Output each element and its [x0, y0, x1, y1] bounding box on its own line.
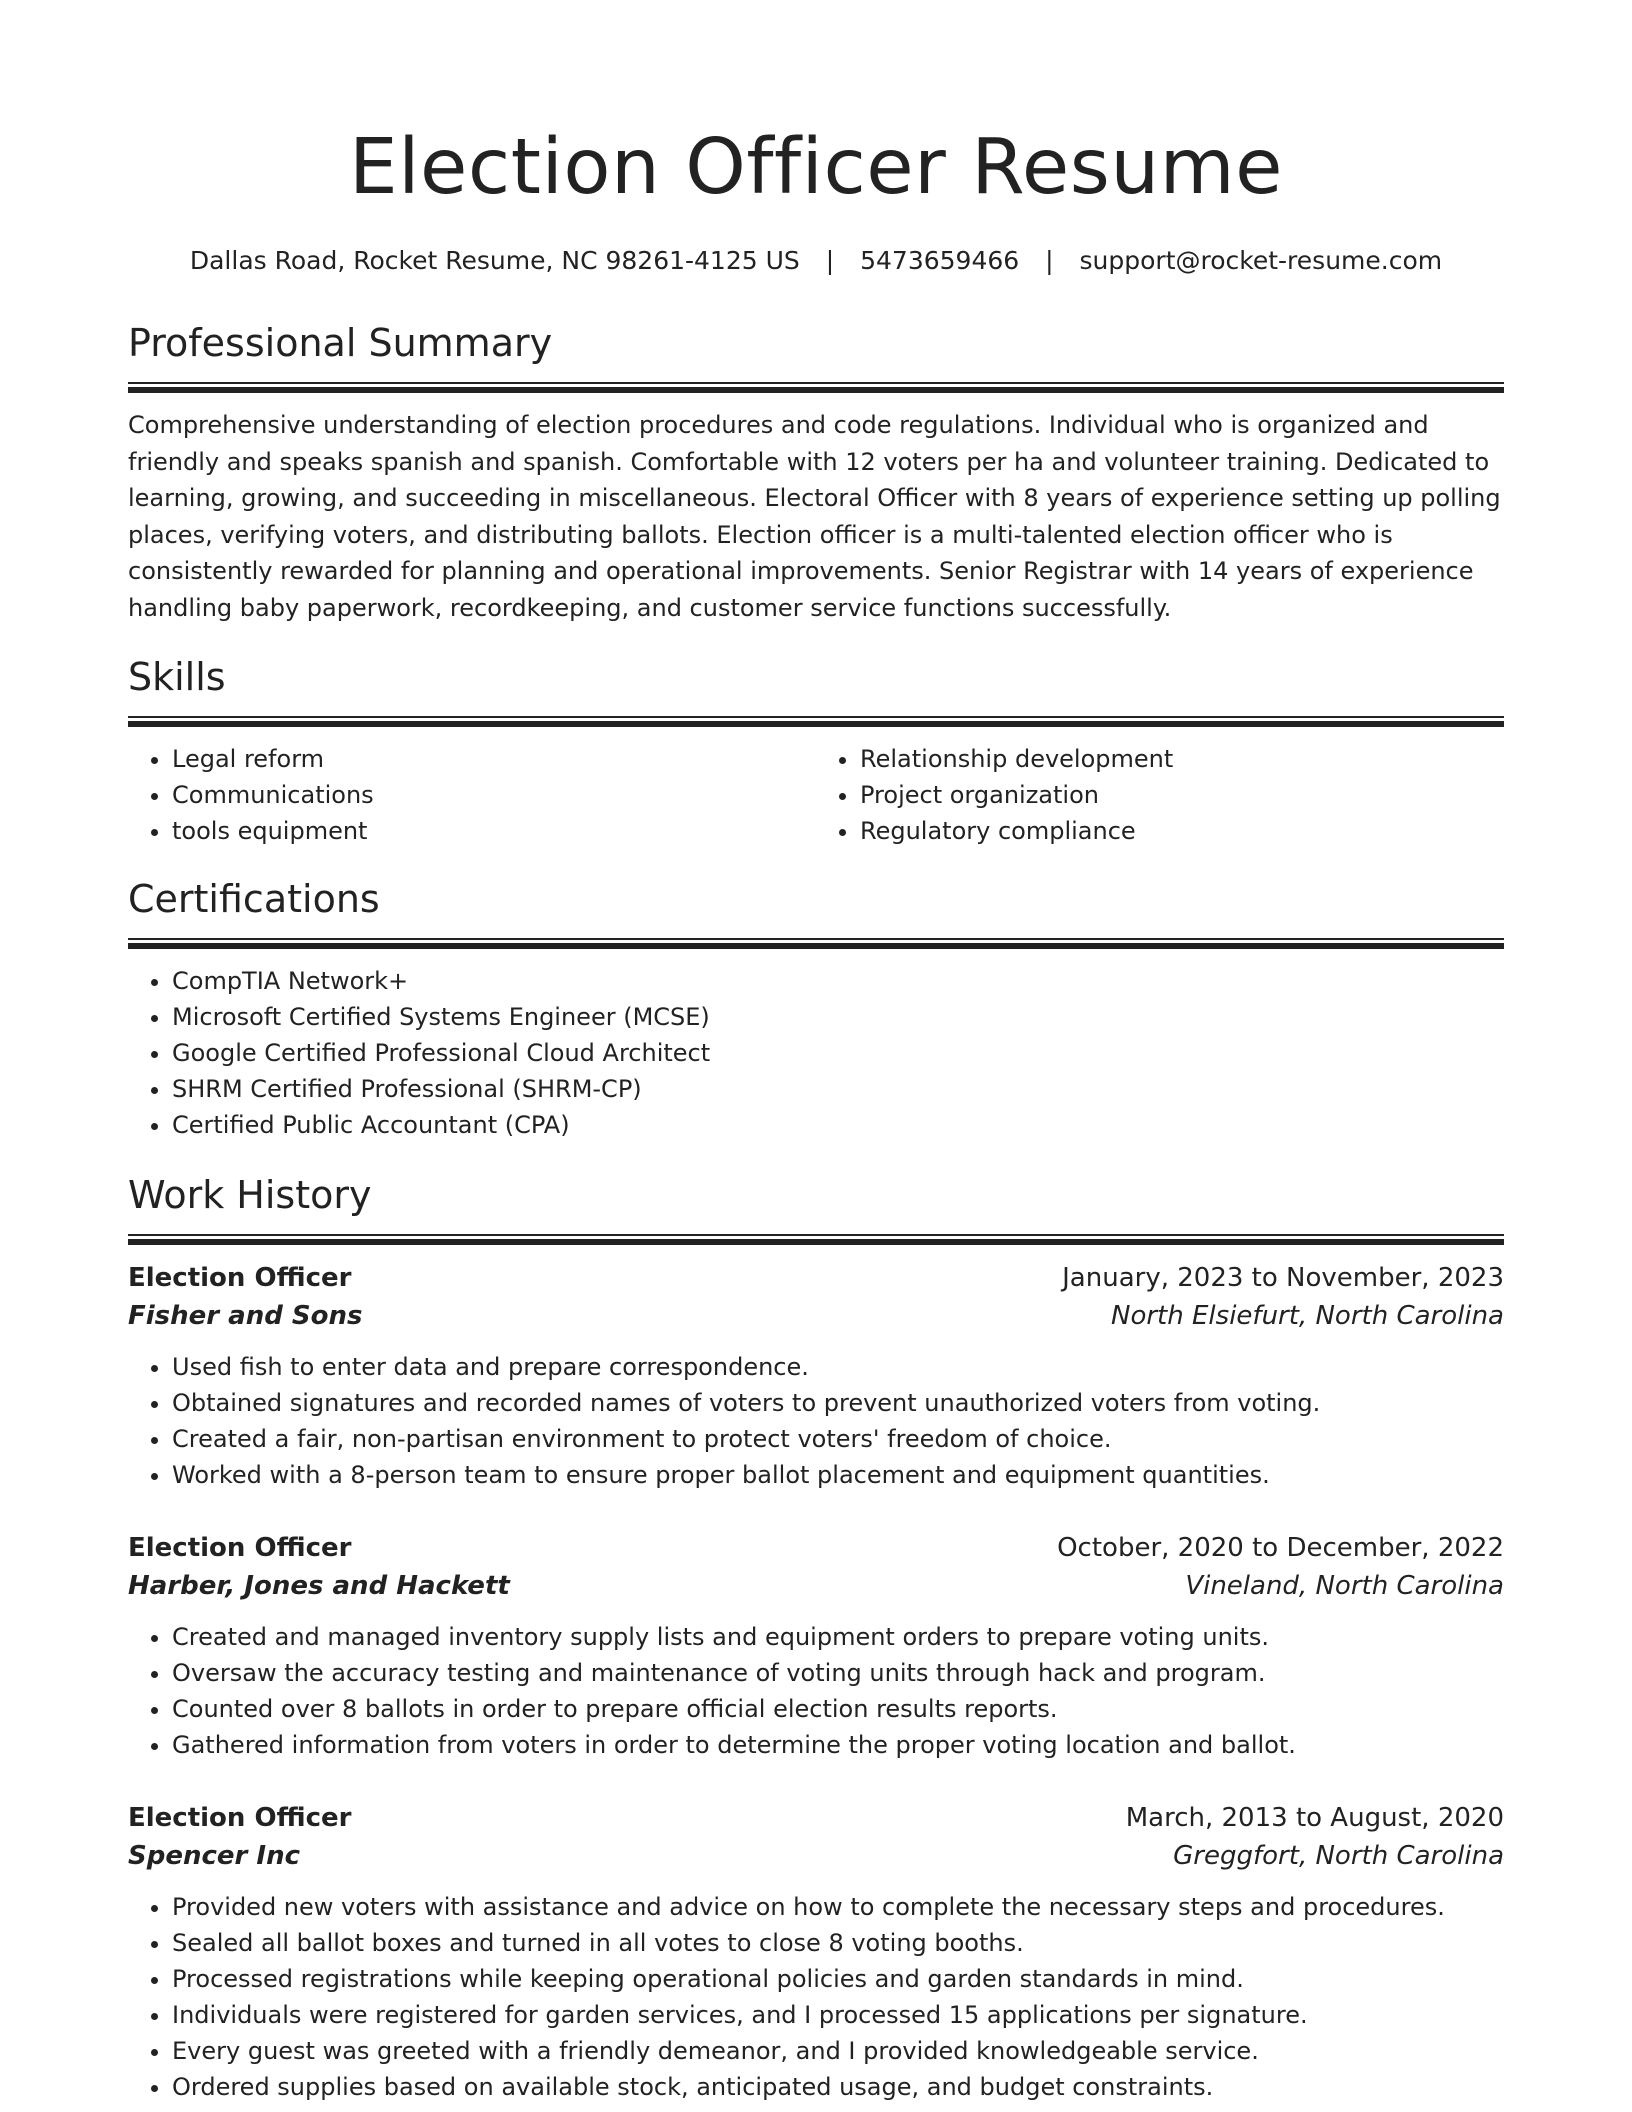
skill-item: • Regulatory compliance: [860, 813, 1504, 849]
job-bullet: • Individuals were registered for garden services, and I processed 15 applications per signature.: [172, 1997, 1504, 2033]
summary-section: [128, 318, 1504, 626]
job-bullet: • Created and managed inventory supply lists and equipment orders to prepare voting units.: [172, 1619, 1504, 1655]
job-bullet: • Created a fair, non-partisan environment to protect voters' freedom of choice.: [172, 1421, 1504, 1457]
section-divider: [128, 382, 1504, 393]
contact-phone: 5473659466: [860, 246, 1020, 275]
job-bullet: • Obtained signatures and recorded names of voters to prevent unauthorized voters from voting.: [172, 1385, 1504, 1421]
job-dates: March, 2013 to August, 2020: [1125, 1803, 1504, 1833]
contact-email: support@rocket-resume.com: [1079, 246, 1443, 275]
job-bullet: • Ordered supplies based on available stock, anticipated usage, and budget constraints.: [172, 2069, 1504, 2105]
contact-line: [128, 244, 1504, 278]
job-bullet: • Worked with a 8-person team to ensure proper ballot placement and equipment quantities.: [172, 1457, 1504, 1493]
job-company-row: [128, 1567, 1504, 1605]
certification-item: • Microsoft Certified Systems Engineer (MCSE): [172, 999, 1504, 1035]
skill-item: • tools equipment: [172, 813, 816, 849]
job-entry: [128, 1799, 1504, 2105]
job-bullet: • Gathered information from voters in order to determine the proper voting location and ballot.: [172, 1727, 1504, 1763]
job-location: North Elsiefurt, North Carolina: [1111, 1301, 1504, 1331]
resume-page: [128, 0, 1504, 2101]
certification-item: • Certified Public Accountant (CPA): [172, 1107, 1504, 1143]
job-entry: [128, 1529, 1504, 1763]
job-bullet: • Every guest was greeted with a friendly demeanor, and I provided knowledgeable service.: [172, 2033, 1504, 2069]
job-title: Election Officer: [128, 1533, 352, 1563]
section-heading-summary: Professional Summary: [128, 321, 553, 365]
job-title: Election Officer: [128, 1803, 352, 1833]
section-divider: [128, 938, 1504, 949]
skills-section: [128, 652, 1504, 849]
job-company: Harber, Jones and Hackett: [128, 1571, 510, 1601]
job-company: Spencer Inc: [128, 1841, 300, 1871]
certification-item: • Google Certified Professional Cloud Architect: [172, 1035, 1504, 1071]
certification-item: • SHRM Certified Professional (SHRM-CP): [172, 1071, 1504, 1107]
skill-item: • Relationship development: [860, 741, 1504, 777]
contact-separator: |: [1045, 246, 1054, 275]
job-bullet: • Counted over 8 ballots in order to prepare official election results reports.: [172, 1691, 1504, 1727]
contact-address: Dallas Road, Rocket Resume, NC 98261-4125 US: [189, 246, 800, 275]
section-heading-skills: Skills: [128, 655, 226, 699]
job-location: Greggfort, North Carolina: [1173, 1841, 1504, 1871]
section-divider: [128, 716, 1504, 727]
skills-list-left: [128, 741, 816, 849]
section-heading-work-history: Work History: [128, 1173, 372, 1217]
job-bullet: • Sealed all ballot boxes and turned in all votes to close 8 voting booths.: [172, 1925, 1504, 1961]
skills-list-right: [816, 741, 1504, 849]
certifications-list: [128, 963, 1504, 1143]
job-dates: January, 2023 to November, 2023: [1062, 1263, 1504, 1293]
skill-item: • Legal reform: [172, 741, 816, 777]
resume-title: Election Officer Resume: [349, 123, 1283, 212]
job-company-row: [128, 1837, 1504, 1875]
job-company-row: [128, 1297, 1504, 1335]
job-header-row: [128, 1799, 1504, 1837]
job-bullet: • Processed registrations while keeping operational policies and garden standards in mind.: [172, 1961, 1504, 1997]
contact-separator: |: [825, 246, 835, 275]
job-bullet: • Provided new voters with assistance and advice on how to complete the necessary steps and procedures.: [172, 1889, 1504, 1925]
job-title: Election Officer: [128, 1263, 352, 1293]
job-bullets: [128, 1349, 1504, 1493]
certification-item: • CompTIA Network+: [172, 963, 1504, 999]
skill-item: • Communications: [172, 777, 816, 813]
work-history-section: [128, 1170, 1504, 2105]
job-entry: [128, 1259, 1504, 1493]
section-heading-certifications: Certifications: [128, 877, 380, 921]
job-company: Fisher and Sons: [128, 1301, 363, 1331]
job-bullets: [128, 1619, 1504, 1763]
summary-text: Comprehensive understanding of election procedures and code regulations. Individual who is organized and friendly and speaks spanish and spanish. Comfortable with 12 voters per ha and volunteer training. Dedicated to learning, growing, and succeeding in miscellaneous. Electoral Officer with 8 years of experience setting up polling places, verifying voters, and distributing ballots. Election officer is a multi-talented election officer who is consistently rewarded for planning and operational improvements. Senior Registrar with 14 years of experience handling baby paperwork, recordkeeping, and customer service functions successfully.: [128, 411, 1501, 622]
job-location: Vineland, North Carolina: [1185, 1571, 1504, 1601]
skills-grid: [128, 727, 1504, 849]
skill-item: • Project organization: [860, 777, 1504, 813]
section-divider: [128, 1234, 1504, 1245]
job-header-row: [128, 1529, 1504, 1567]
job-dates: October, 2020 to December, 2022: [1057, 1533, 1504, 1563]
job-bullet: • Oversaw the accuracy testing and maintenance of voting units through hack and program.: [172, 1655, 1504, 1691]
job-bullets: [128, 1889, 1504, 2105]
job-header-row: [128, 1259, 1504, 1297]
job-bullet: • Used fish to enter data and prepare correspondence.: [172, 1349, 1504, 1385]
certifications-section: [128, 874, 1504, 1143]
